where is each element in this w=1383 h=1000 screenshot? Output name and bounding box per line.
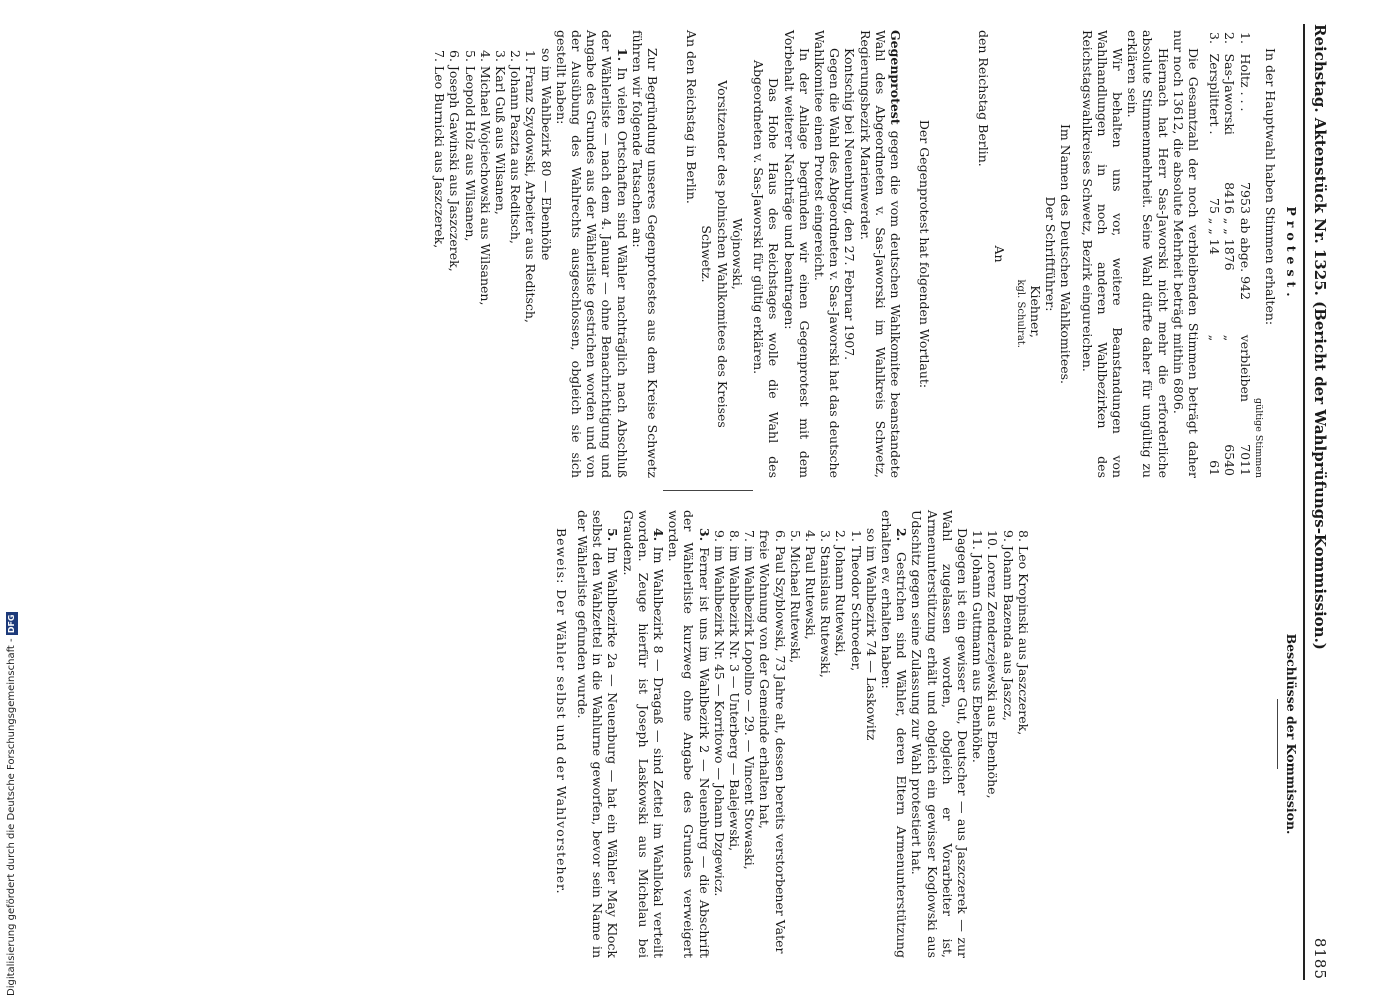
point-1-text: In vielen Ortschaften sind Wähler nachträglich nach Abschluß der Wählerliste — nach dem 4. Januar — ohne Benachrichtigung und Angabe des Grundes aus der Wählerliste gestrichen worden und von der Ausübung des Wahlrechts ausgeschlossen, obgleich sie sich gestellt haben: [553, 30, 630, 478]
vote-cell-minus: „ „ 1876 [1222, 217, 1238, 271]
point-2-text: Gestrichen sind Wähler, deren Eltern Armenunterstützung erhalten ev. erhalten haben: [878, 510, 910, 958]
list-item: 7. im Wahlbezirk Lopollno — 29. — Vincent Stowaski, [742, 530, 758, 870]
list-1 [432, 30, 538, 478]
list-item: 6. Joseph Gawinski aus Jaszczerek, [447, 50, 463, 272]
vote-cell-rest: 7011 [1237, 444, 1253, 476]
vote-cell-name: Holtz . . . [1237, 53, 1253, 112]
list-item: 5. Michael Rutewski, [787, 530, 803, 664]
vote-cell-verb: „ [1222, 334, 1238, 342]
point-5 [575, 510, 621, 958]
list-item: 4. Michael Wojciechowski aus Wilsanen, [477, 50, 493, 306]
point-2-sub: so im Wahlbezirk 74 — Laskowitz [863, 528, 879, 741]
point-4-num: 4. [650, 528, 666, 542]
hauptwahl-intro: In der Hauptwahl haben Stimmen erhalten: [1262, 48, 1278, 326]
vote-cell-minus: „ „ 14 [1207, 217, 1223, 255]
vote-cell-verb: „ [1207, 334, 1223, 342]
point-4-text: Im Wahlbezirk 8 — Dragaß — sind Zettel im Wahllokal verteilt worden. Zeuge hierfür ist Joseph Laskowski aus Michelau bei Graudenz. [620, 510, 666, 958]
commission-decisions-label: Beschlüsse der Kommission. [1284, 633, 1299, 835]
point-3-text: Ferner ist uns im Wahlbezirk 2 — Neuenburg — die Abschrift der Wählerliste kurzweg ohne Angabe des Grundes verweigert worden. [666, 510, 712, 958]
an-reichstag: den Reichstag Berlin. [976, 30, 992, 167]
point-5-num: 5. [605, 528, 621, 542]
dfg-logo: DFG [7, 614, 16, 634]
vote-cell-total: 75 [1207, 198, 1223, 214]
list-2 [712, 510, 864, 958]
gegen-intro: Der Gegenprotest hat folgenden Wortlaut: [917, 119, 933, 389]
left-column [432, 30, 1299, 478]
list-item: 9. Johann Bazenda aus Jaszcz, [1000, 530, 1016, 722]
page-number: 8185 [1311, 937, 1329, 980]
im-namen: Im Namen des Deutschen Wahlkomitees. [1058, 123, 1074, 385]
right-column [554, 510, 1300, 958]
list-item: 1. Theodor Schroeder, [848, 530, 864, 672]
gegen-para-2: In der Anlage begründen wir einen Gegenprotest mit dem Vorbehalt weiterer Nachträge und beantragen: [781, 30, 812, 478]
gegen-head: Gegenprotest [887, 30, 903, 125]
list-item: 3. Stanislaus Rutewski, [818, 530, 834, 678]
point-1-num: 1. [614, 48, 630, 62]
digitization-text: Digitalisierung gefördert durch die Deutsche Forschungsgemeinschaft - [6, 638, 17, 996]
list-1-continued [970, 510, 1031, 958]
an-reichstag-2: An den Reichstag in Berlin. [684, 30, 700, 204]
list-item: 5. Leopold Holz aus Wilsanen, [462, 50, 478, 242]
list-item: 2. Johann Rutewski, [833, 530, 849, 657]
vote-row [1237, 30, 1252, 478]
list-item: 8. Leo Kropinski aus Jaszczerek, [1015, 530, 1031, 736]
vote-cell-n: 2. [1222, 32, 1238, 44]
point-3-num: 3. [696, 528, 712, 542]
protest-title: Protest. [1284, 206, 1299, 302]
list-item: 3. Karl Guß aus Wilsanen, [493, 50, 509, 215]
list-item: 6. Paul Szyblowski, 73 Jahre alt, dessen bereits verstorbener Vater freie Wohnung von der Gemeinde erhalten hat, [757, 530, 788, 954]
point-2-num: 2. [894, 528, 910, 542]
point-5-text: Im Wahlbezirke 2a — Neuenburg — hat ein Wähler May Klock selbst den Wahlzettel in die Wahlurne geworfen, bevor sein Name in der Wählerliste gefunden wurde. [574, 510, 621, 958]
left-para-3: Wir behalten uns vor, weitere Beanstandungen von Wahlhandlungen in noch anderen Wahlbezirken des Reichstagswahlkreises Schwetz, Bezirk eingureichen. [1079, 30, 1125, 478]
point-3 [666, 510, 712, 958]
dagegen-para: Dagegen ist ein gewisser Gut, Deutscher — aus Jaszczerek — zur Wahl zugelassen worden, obgleich er Vorarbeiter ist, Armenunterstützung erhält und obgleich ein gewisser Koglowski aus Udschitz gegen seine Zulassung zur Wahl protestiert hat. [909, 510, 970, 958]
page-header [1305, 24, 1327, 980]
signer-name: Kiehner, [1027, 285, 1043, 338]
valid-votes-head: gültige Stimmen [1252, 398, 1264, 478]
vote-row [1207, 30, 1222, 478]
list-item: 10. Lorenz Zenderzejewski aus Ebenhöhe, [985, 530, 1001, 799]
short-rule [1277, 699, 1278, 769]
gegen-para-1: Gegen die Wahl des Abgeordneten v. Sas-Jaworski hat das deutsche Wahlkomitee einen Protest eingereicht. [811, 30, 843, 478]
list-item: 4. Paul Rutewski, [802, 530, 818, 640]
vote-cell-n: 3. [1207, 32, 1223, 44]
beweis-line: Beweis: Der Wähler selbst und der Wahlvorsteher. [553, 528, 569, 895]
point-4 [620, 510, 666, 958]
vote-cell-verb: verbleiben [1237, 334, 1253, 402]
header-title: Reichstag. Aktenstück Nr. 1325. (Bericht der Wahlprüfungs-Kommission.) [1311, 24, 1329, 650]
point-1 [554, 30, 630, 478]
vote-cell-n: 1. [1237, 32, 1253, 44]
list-item: 9. im Wahlbezirk Nr. 45 — Korritowo — Johann Dzgewicz. [711, 530, 727, 897]
point-2 [879, 510, 909, 958]
digitization-note [4, 0, 20, 996]
list-item: 7. Leo Burnicki aus Jaszczerek, [432, 50, 448, 249]
begruendung: Zur Begründung unseres Gegenprotestes aus dem Kreise Schwetz führen wir folgende Tatsachen an: [629, 30, 661, 478]
an-label: An [991, 245, 1007, 263]
vote-cell-minus: ab abge. 942 [1237, 217, 1253, 300]
signer2-title: Vorsitzender des polnischen Wahlkomitees des Kreises Schwetz. [699, 80, 730, 428]
header-rule [1303, 24, 1305, 980]
place-date: Kontschig bei Neuenburg, den 27. Februar 1907. [842, 48, 858, 361]
vote-cell-total: 8416 [1222, 182, 1238, 214]
left-para-1: Die Gesamtzahl der noch verbleibenden Stimmen beträgt daher nur noch 13612, die absolute Mehrheit beträgt mithin 6806. [1170, 30, 1201, 478]
column-divider [663, 490, 753, 491]
vote-cell-total: 7953 [1237, 182, 1253, 214]
vote-cell-rest: 6540 [1222, 444, 1238, 476]
signer-title: kgl. Schulrat. [1014, 279, 1026, 348]
signer2-name: Wojnowski, [729, 218, 745, 290]
list-item: 2. Johann Paszta aus Reditsch, [508, 50, 524, 244]
list-item: 1. Franz Szydowski, Arbeiter aus Reditsch, [523, 50, 539, 323]
schriftfuehrer-label: Der Schriftführer: [1043, 196, 1059, 312]
list-item: 11. Johann Guttmann aus Ebenhöhe. [970, 530, 986, 763]
gegen-para-3: Das Hohe Haus des Reichstages wolle die Wahl des Abgeordneten v. Sas-Jaworski für gültig erklären. [751, 60, 782, 478]
vote-row [1222, 30, 1237, 478]
vote-cell-rest: 61 [1207, 460, 1223, 476]
left-para-2: Hiernach hat Herr Sas-Jaworski nicht mehr die erforderliche absolute Stimmenmehrheit. Seine Wahl dürfte daher für ungültig zu erklären sein. [1125, 30, 1171, 478]
gegen-protest-block [857, 30, 903, 478]
gegen-text: gegen die vom deutschen Wahlkomitee beanstandete Wahl des Abgeordneten v. Sas-Jaworski im Wahlkreis Schwetz, Regierungsbezirk Marienwerder. [857, 30, 903, 478]
votes-table [1207, 30, 1253, 478]
list-item: 8. im Wahlbezirk Nr. 3 — Unterberg — Balejewski, [726, 530, 742, 852]
point-1-sub: so im Wahlbezirk 80 — Ebenhöhe [538, 48, 554, 261]
vote-cell-name: Sas-Jaworski [1222, 53, 1238, 135]
vote-cell-name: Zersplittert . [1207, 53, 1223, 135]
